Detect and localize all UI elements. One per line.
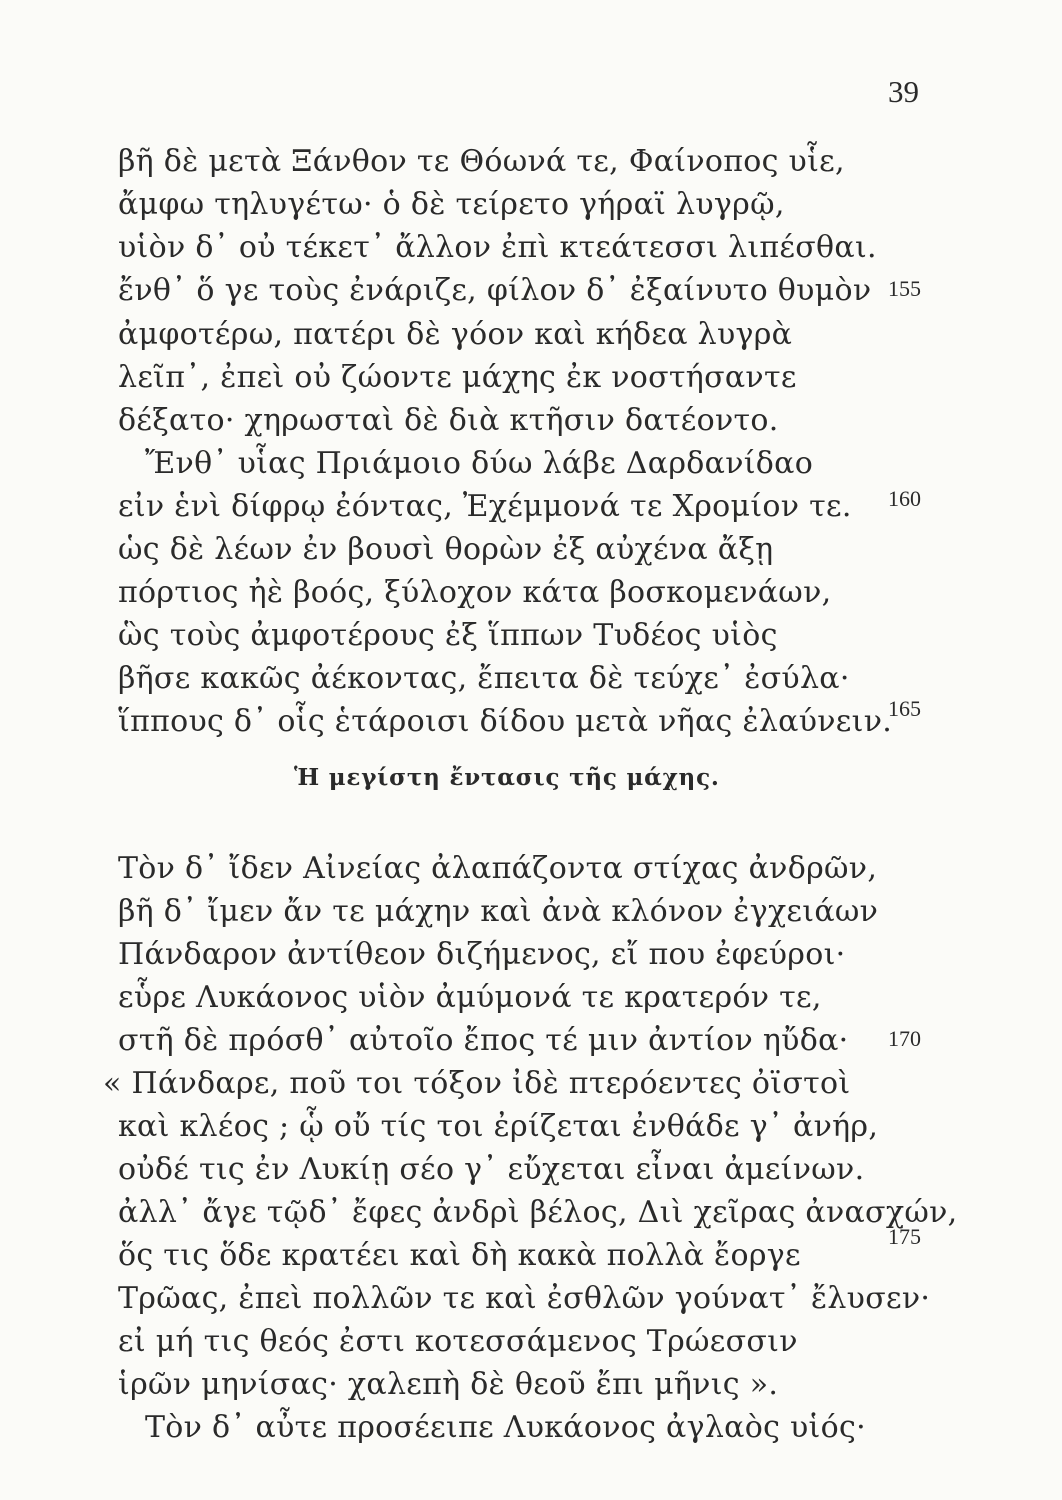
section-heading: Ἡ μεγίστη ἔντασις τῆς μάχης. xyxy=(294,764,720,791)
line-number: 160 xyxy=(888,486,921,511)
verse-line: Πάνδαρον ἀντίθεον διζήμενος, εἴ που ἐφεύροι· xyxy=(118,937,846,972)
line-number: 175 xyxy=(888,1224,921,1249)
verse-line: ὡς δὲ λέων ἐν βουσὶ θορὼν ἐξ αὐχένα ἄξῃ xyxy=(118,532,774,567)
verse-line: Τρῶας, ἐπεὶ πολλῶν τε καὶ ἐσθλῶν γούνατ᾽ ἔλυσεν· xyxy=(118,1281,931,1316)
verse-line: στῆ δὲ πρόσθ᾽ αὐτοῖο ἔπος τέ μιν ἀντίον ηὔδα· xyxy=(118,1023,849,1058)
line-number: 170 xyxy=(888,1026,921,1051)
verse-line: οὐδέ τις ἐν Λυκίῃ σέο γ᾽ εὔχεται εἶναι ἀμείνων. xyxy=(118,1152,865,1187)
verse-line: Τὸν δ᾽ ἴδεν Αἰνείας ἀλαπάζοντα στίχας ἀνδρῶν, xyxy=(118,851,878,886)
verse-line: ὣς τοὺς ἀμφοτέρους ἐξ ἵππων Τυδέος υἱὸς xyxy=(118,618,778,653)
verse-line: βῆ δ᾽ ἴμεν ἄν τε μάχην καὶ ἀνὰ κλόνον ἐγχειάων xyxy=(118,894,879,929)
verse-line: πόρτιος ἠὲ βοός, ξύλοχον κάτα βοσκομενάων, xyxy=(118,575,832,610)
verse-line: εἰν ἑνὶ δίφρῳ ἐόντας, Ἐχέμμονά τε Χρομίον τε. xyxy=(118,489,852,524)
verse-line: εὗρε Λυκάονος υἱὸν ἀμύμονά τε κρατερόν τε, xyxy=(118,980,822,1015)
verse-line: εἰ μή τις θεός ἐστι κοτεσσάμενος Τρώεσσιν xyxy=(118,1324,798,1359)
verse-line: καὶ κλέος ; ᾧ οὔ τίς τοι ἐρίζεται ἐνθάδε γ᾽ ἀνήρ, xyxy=(118,1109,879,1144)
verse-line: βῆ δὲ μετὰ Ξάνθον τε Θόωνά τε, Φαίνοπος υἷε, xyxy=(118,144,845,179)
verse-line: ὅς τις ὅδε κρατέει καὶ δὴ κακὰ πολλὰ ἔοργε xyxy=(118,1238,801,1273)
verse-line: ἄμφω τηλυγέτω· ὁ δὲ τείρετο γήραϊ λυγρῷ, xyxy=(118,187,785,222)
line-number: 165 xyxy=(888,696,921,721)
verse-line: ἵππους δ᾽ οἷς ἑτάροισι δίδου μετὰ νῆας ἐλαύνειν. xyxy=(118,704,893,739)
verse-line: Ἔνθ᾽ υἷας Πριάμοιο δύω λάβε Δαρδανίδαο xyxy=(145,446,814,481)
verse-line: λεῖπ᾽, ἐπεὶ οὐ ζώοντε μάχης ἐκ νοστήσαντε xyxy=(118,360,797,395)
verse-line: Τὸν δ᾽ αὖτε προσέειπε Λυκάονος ἀγλαὸς υἱός· xyxy=(145,1410,866,1445)
line-number: 155 xyxy=(888,276,921,301)
verse-line: « Πάνδαρε, ποῦ τοι τόξον ἰδὲ πτερόεντες ὀϊστοὶ xyxy=(103,1066,851,1101)
verse-line: ἔνθ᾽ ὅ γε τοὺς ἐνάριζε, φίλον δ᾽ ἐξαίνυτο θυμὸν xyxy=(118,273,872,308)
verse-line: ἱρῶν μηνίσας· χαλεπὴ δὲ θεοῦ ἔπι μῆνις ». xyxy=(118,1367,779,1402)
verse-line: ἀμφοτέρω, πατέρι δὲ γόον καὶ κήδεα λυγρὰ xyxy=(118,317,793,352)
verse-line: υἱὸν δ᾽ οὐ τέκετ᾽ ἄλλον ἐπὶ κτεάτεσσι λιπέσθαι. xyxy=(118,230,877,265)
verse-line: ἀλλ᾽ ἄγε τῷδ᾽ ἔφες ἀνδρὶ βέλος, Διὶ χεῖρας ἀνασχών, xyxy=(118,1195,958,1230)
page-number: 39 xyxy=(888,74,919,109)
verse-line: βῆσε κακῶς ἀέκοντας, ἔπειτα δὲ τεύχε᾽ ἐσύλα· xyxy=(118,661,850,696)
verse-line: δέξατο· χηρωσταὶ δὲ διὰ κτῆσιν δατέοντο. xyxy=(118,403,779,438)
